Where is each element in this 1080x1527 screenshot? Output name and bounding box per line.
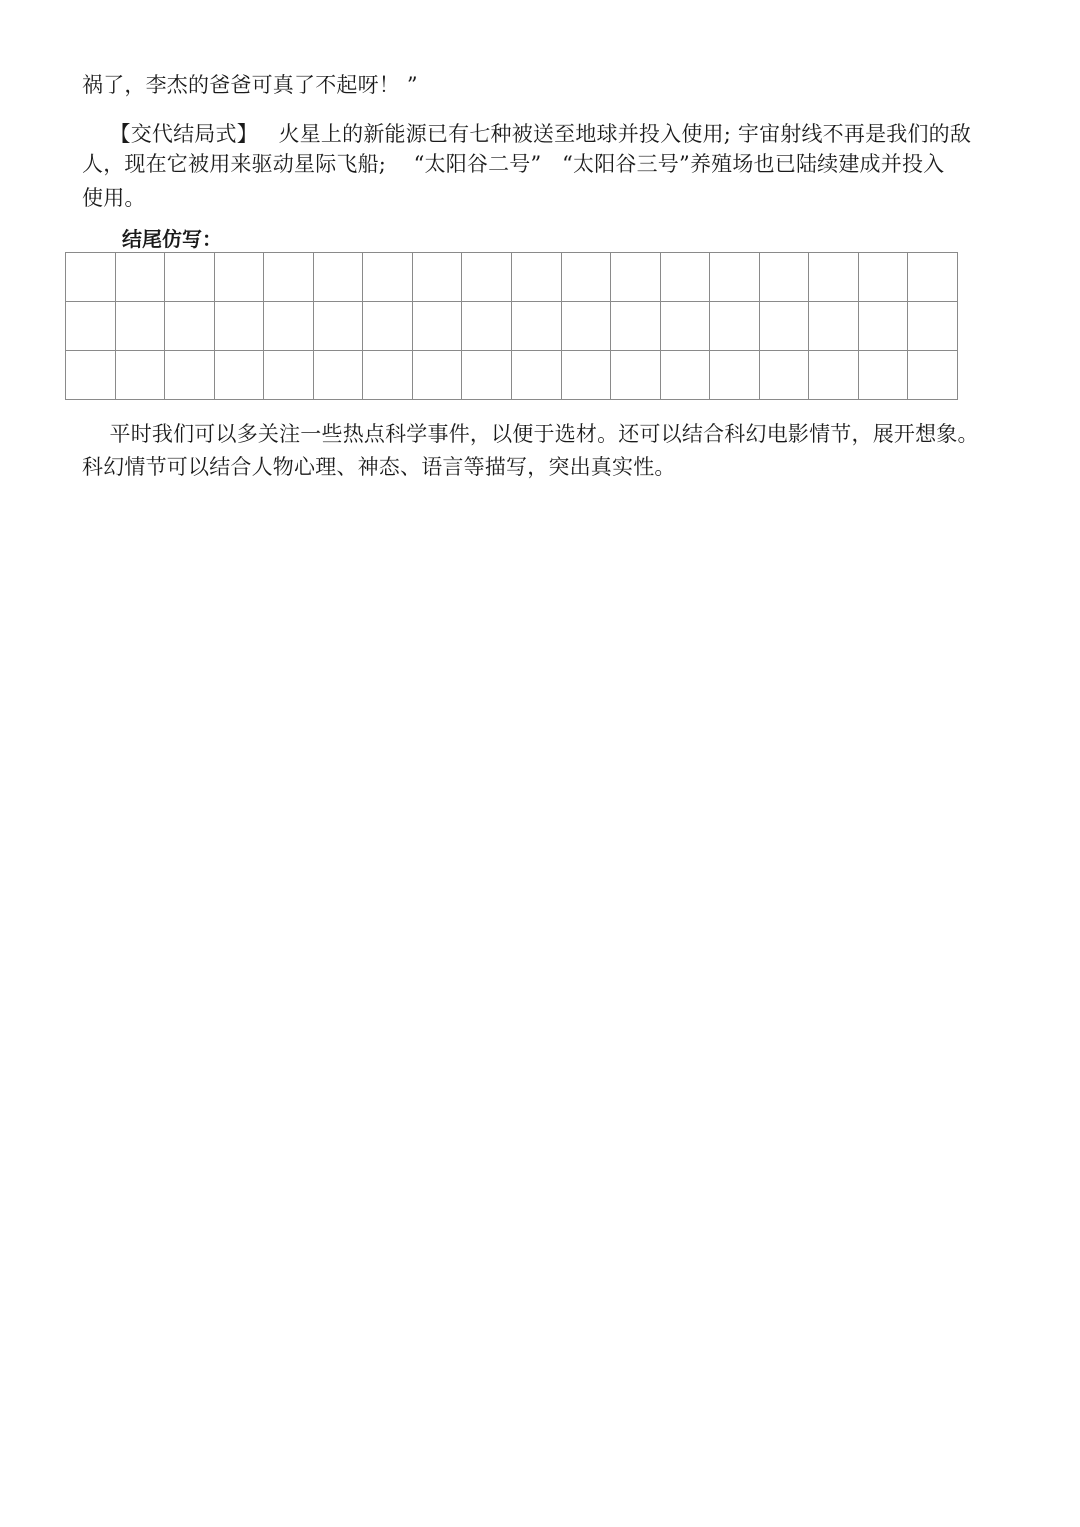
grid-cell[interactable] [809,351,859,400]
grid-cell[interactable] [165,351,215,400]
grid-cell[interactable] [859,351,909,400]
grid-cell[interactable] [661,253,711,302]
grid-cell[interactable] [661,302,711,351]
grid-cell[interactable] [363,253,413,302]
grid-cell[interactable] [215,302,265,351]
grid-cell[interactable] [611,302,661,351]
grid-cell[interactable] [512,302,562,351]
grid-cell[interactable] [710,302,760,351]
grid-cell[interactable] [760,302,810,351]
grid-cell[interactable] [413,253,463,302]
grid-cell[interactable] [116,302,166,351]
grid-cell[interactable] [710,351,760,400]
grid-cell[interactable] [215,253,265,302]
grid-cell[interactable] [859,253,909,302]
grid-cell[interactable] [661,351,711,400]
grid-cell[interactable] [908,253,958,302]
grid-cell[interactable] [165,253,215,302]
grid-cell[interactable] [462,253,512,302]
grid-cell[interactable] [314,302,364,351]
grid-cell[interactable] [512,351,562,400]
exercise-heading: 结尾仿写： [122,227,222,251]
grid-cell[interactable] [760,351,810,400]
example-line-2: 人，现在它被用来驱动星际飞船; “太阳谷二号” “太阳谷三号”养殖场也已陆续建成并投入 [82,152,945,176]
grid-cell[interactable] [165,302,215,351]
grid-cell[interactable] [314,351,364,400]
grid-cell[interactable] [363,302,413,351]
grid-cell[interactable] [908,302,958,351]
grid-cell[interactable] [413,302,463,351]
tip-line-2: 科幻情节可以结合人物心理、神态、语言等描写，突出真实性。 [82,455,676,479]
grid-cell[interactable] [264,253,314,302]
grid-cell[interactable] [562,253,612,302]
grid-cell[interactable] [363,351,413,400]
grid-cell[interactable] [908,351,958,400]
grid-cell[interactable] [760,253,810,302]
grid-cell[interactable] [116,253,166,302]
example-line-3: 使用。 [82,186,146,210]
example-line-1: 【交代结局式】 火星上的新能源已有七种被送至地球并投入使用; 宇宙射线不再是我们的敌 [82,122,972,146]
grid-cell[interactable] [710,253,760,302]
grid-cell[interactable] [462,302,512,351]
grid-cell[interactable] [809,302,859,351]
grid-cell[interactable] [859,302,909,351]
grid-cell[interactable] [66,351,116,400]
paragraph-continuation: 祸了，李杰的爸爸可真了不起呀！ ” [82,73,418,97]
grid-cell[interactable] [413,351,463,400]
grid-cell[interactable] [562,302,612,351]
grid-cell[interactable] [611,253,661,302]
grid-cell[interactable] [512,253,562,302]
grid-cell[interactable] [314,253,364,302]
grid-cell[interactable] [116,351,166,400]
tip-line-1: 平时我们可以多关注一些热点科学事件，以便于选材。还可以结合科幻电影情节，展开想象。 [82,422,979,446]
grid-cell[interactable] [66,253,116,302]
grid-cell[interactable] [462,351,512,400]
grid-cell[interactable] [264,302,314,351]
writing-grid[interactable] [65,252,958,400]
grid-cell[interactable] [215,351,265,400]
grid-cell[interactable] [562,351,612,400]
grid-cell[interactable] [809,253,859,302]
grid-cell[interactable] [66,302,116,351]
grid-cell[interactable] [264,351,314,400]
grid-cell[interactable] [611,351,661,400]
